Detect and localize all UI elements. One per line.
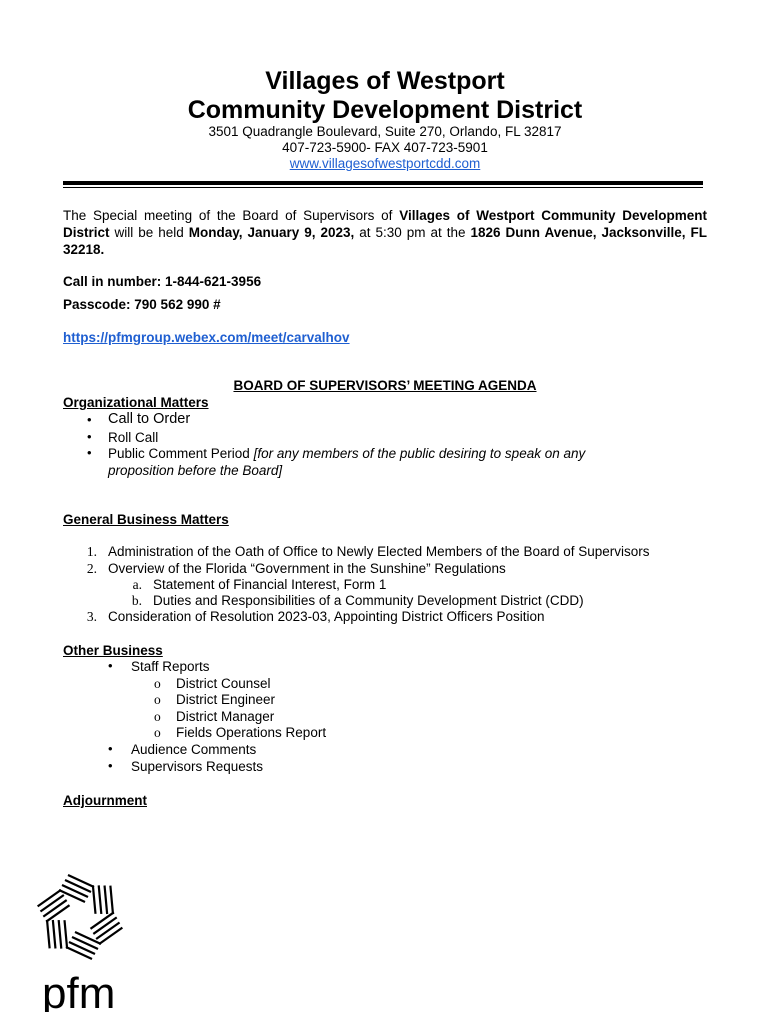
agenda-item-call-to-order: Call to Order	[108, 411, 191, 427]
agenda-item-resolution: Consideration of Resolution 2023-03, Appointing District Officers Position	[108, 609, 545, 624]
public-comment-note-1: [for any members of the public desiring to speak on any	[253, 446, 586, 461]
website-line	[0, 156, 770, 172]
pfm-logo-mark-icon	[32, 862, 132, 1012]
header-divider-thick	[63, 181, 703, 185]
item-number: 3.	[86, 609, 97, 624]
bullet-icon: •	[87, 429, 92, 444]
website-link[interactable]: www.villagesofwestportcdd.com	[289, 156, 481, 171]
agenda-item-staff-reports: Staff Reports	[131, 659, 210, 674]
sub-bullet-marker: o	[154, 692, 161, 707]
item-number: 2.	[86, 561, 97, 576]
section-organizational-matters: Organizational Matters	[63, 395, 209, 410]
sub-item-letter: b.	[131, 593, 142, 608]
intro-district-name: Villages of Westport Community Development District	[63, 208, 707, 240]
intro-text-1: The Special meeting of the Board of Supervisors of	[63, 208, 400, 223]
agenda-item-roll-call: Roll Call	[108, 430, 159, 445]
intro-text-2: will be held	[109, 225, 189, 240]
district-title-line1: Villages of Westport	[265, 67, 505, 95]
meeting-date: Monday, January 9, 2023,	[188, 225, 355, 240]
header-divider-thin	[63, 187, 703, 188]
agenda-subitem-financial-interest: Statement of Financial Interest, Form 1	[153, 577, 387, 592]
public-comment-label: Public Comment Period	[108, 446, 254, 461]
section-general-business-matters: General Business Matters	[63, 512, 229, 527]
meeting-location: 1826 Dunn Avenue, Jacksonville, FL 32218.	[63, 225, 707, 257]
item-number: 1.	[86, 544, 97, 559]
public-comment-note-2: proposition before the Board]	[108, 463, 283, 478]
staff-report-district-counsel: District Counsel	[176, 676, 271, 691]
webex-link-line	[63, 329, 350, 346]
district-title-line2: Community Development District	[187, 96, 583, 124]
staff-report-district-engineer: District Engineer	[176, 692, 276, 707]
agenda-subitem-duties: Duties and Responsibilities of a Community Development District (CDD)	[153, 593, 584, 608]
bullet-icon: •	[87, 412, 92, 427]
bullet-icon: •	[108, 741, 113, 756]
intro-text-3: at 5:30 pm at the	[354, 225, 471, 240]
agenda-item-sunshine-regulations: Overview of the Florida “Government in the Sunshine” Regulations	[108, 561, 506, 576]
agenda-item-public-comment	[108, 446, 628, 463]
sub-bullet-marker: o	[154, 676, 161, 691]
pfm-logo	[32, 862, 132, 1012]
agenda-item-supervisors-requests: Supervisors Requests	[131, 759, 264, 774]
sub-item-letter: a.	[132, 577, 142, 592]
staff-report-district-manager: District Manager	[176, 709, 275, 724]
call-in-number: Call in number: 1-844-621-3956	[63, 274, 262, 289]
meeting-intro-paragraph	[63, 207, 707, 258]
sub-bullet-marker: o	[154, 725, 161, 740]
phone-fax-line: 407-723-5900- FAX 407-723-5901	[282, 140, 488, 155]
webex-link[interactable]: https://pfmgroup.webex.com/meet/carvalhov	[63, 330, 350, 345]
section-other-business: Other Business	[63, 643, 163, 658]
sub-bullet-marker: o	[154, 709, 161, 724]
staff-report-field-operations: Fields Operations Report	[176, 725, 327, 740]
passcode: Passcode: 790 562 990 #	[63, 297, 221, 312]
bullet-icon: •	[87, 445, 92, 460]
agenda-item-oath-of-office: Administration of the Oath of Office to Newly Elected Members of the Board of Supervisors	[108, 544, 650, 559]
section-adjournment: Adjournment	[63, 793, 147, 808]
pfm-logo-text: pfm	[42, 969, 116, 1012]
bullet-icon: •	[108, 758, 113, 773]
address-line: 3501 Quadrangle Boulevard, Suite 270, Orlando, FL 32817	[208, 124, 562, 139]
agenda-item-audience-comments: Audience Comments	[131, 742, 257, 757]
bullet-icon: •	[108, 658, 113, 673]
agenda-title: BOARD OF SUPERVISORS’ MEETING AGENDA	[233, 378, 537, 393]
